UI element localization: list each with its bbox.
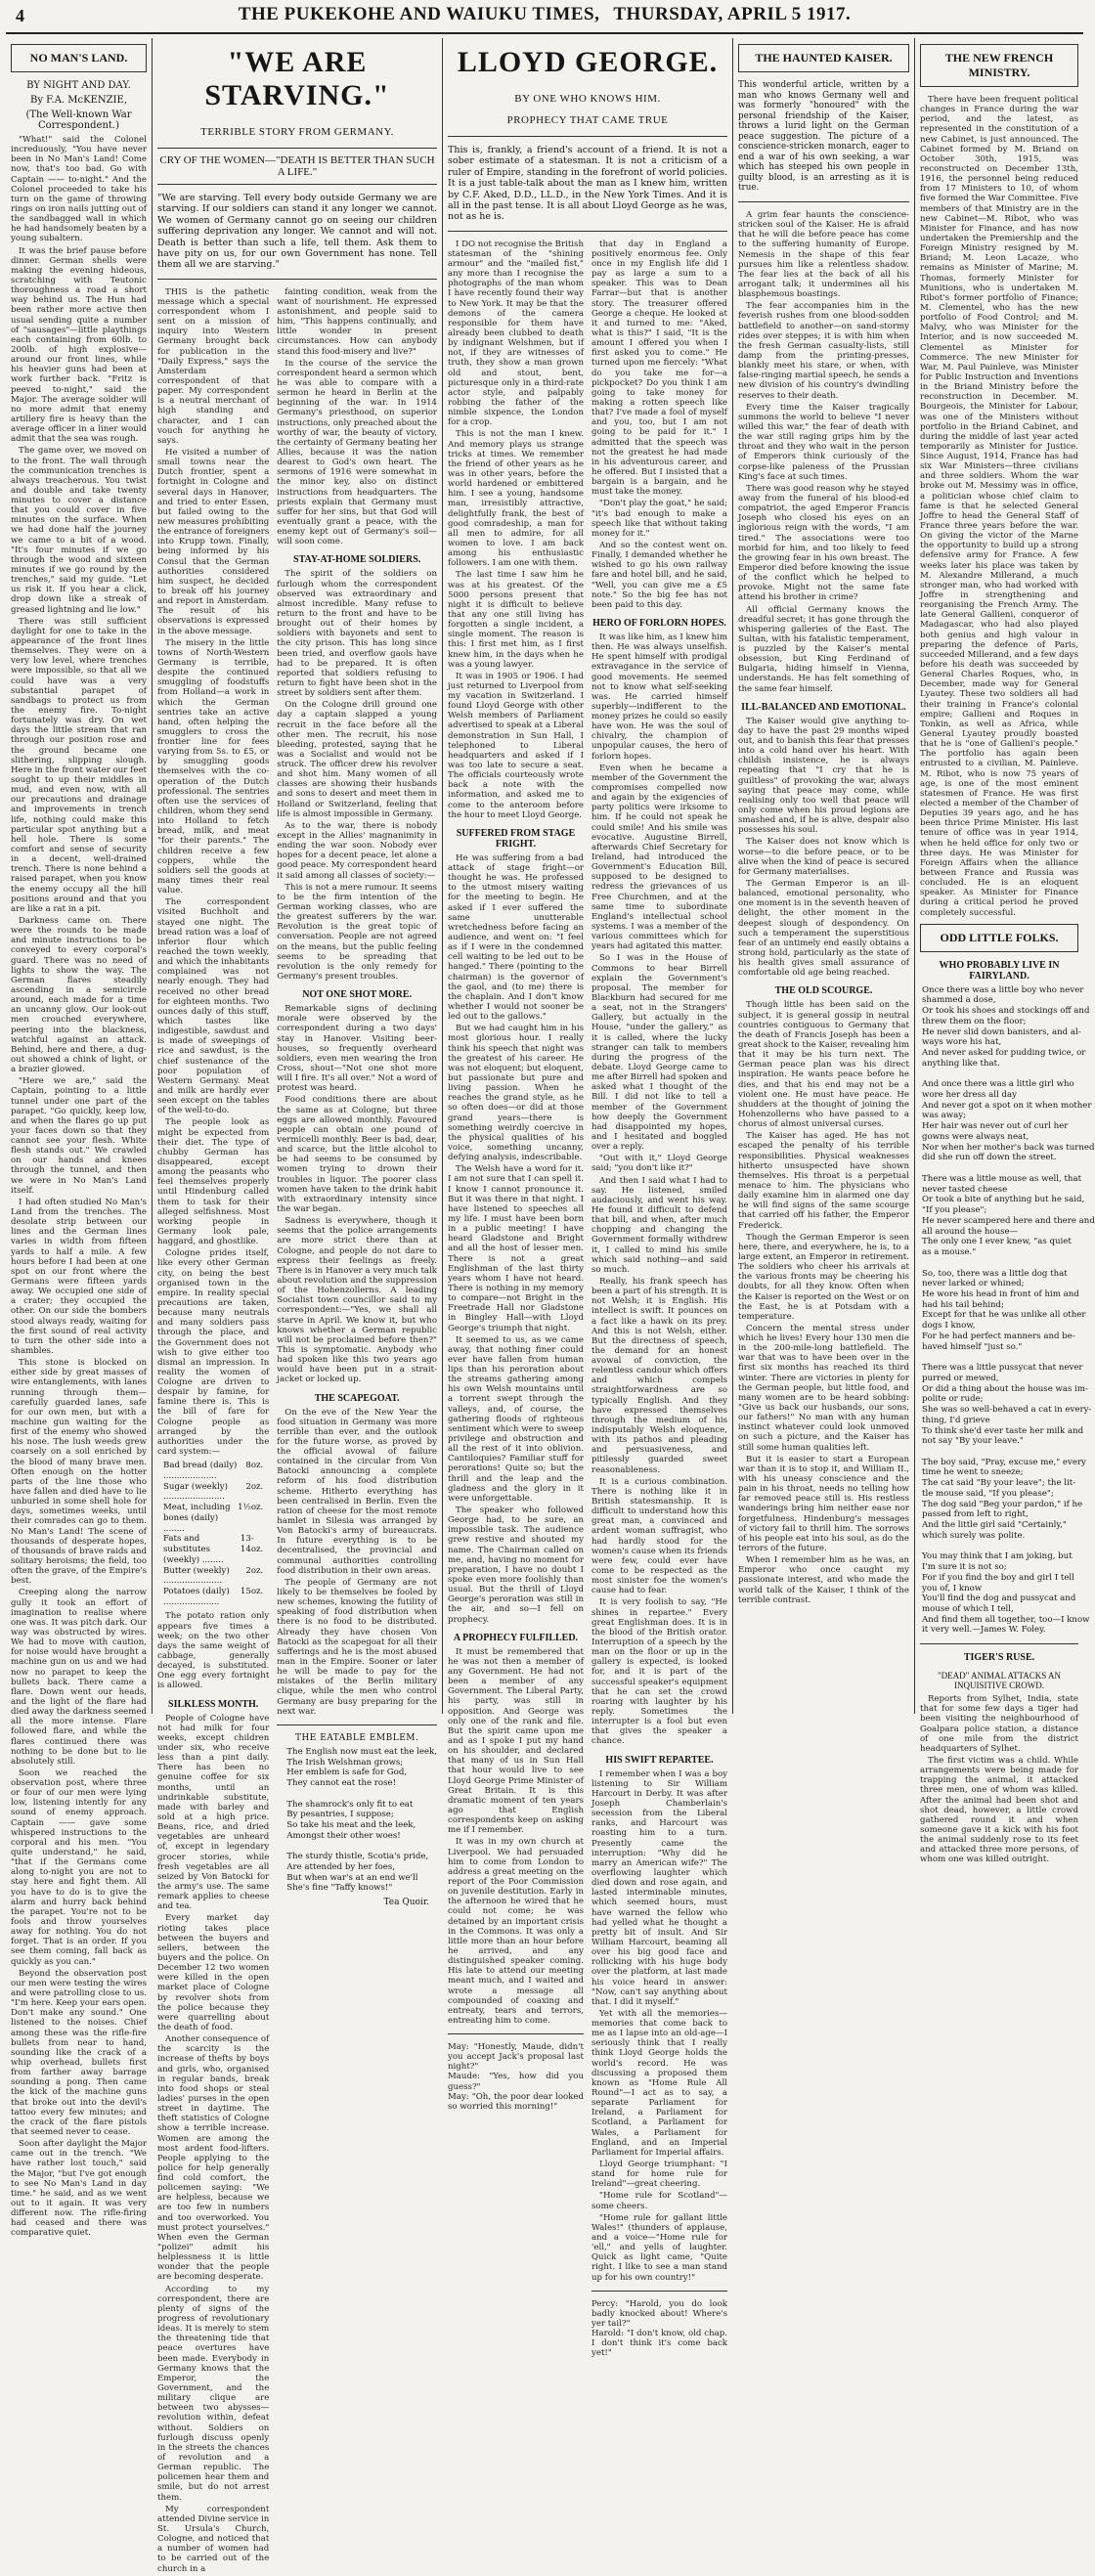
poem-line bbox=[286, 1841, 437, 1852]
paragraph: On the Cologne drill ground one day a captain slapped a young recruit in the face before all the other men. The recruit, his nose bleeding, protested, saying that he was a Socialist and would not be struck. The officer drew his revolver and shot him. Many women of all classes are showing their husbands and sons to desert and meet them in Holland or Switzerland, feeling that life is almost impossible in Germany. bbox=[277, 700, 437, 819]
paragraph: It was in my own church at Liverpool. We had persuaded him to come from London to address a great meeting on the report of the Poor Commission on juvenile destitution. Early in the afternoon he wired that he could not come; he was detained by an important crisis in the Commons. It was only a little more than an hour before he arrived, and any distinguished speaker coming. His late to attend our meeting meant much, and I waited and wrote a message all compounded of coaxing and entreaty, tears and terrors, entreating him to come. bbox=[448, 1837, 584, 2026]
poem-line: And never asked for pudding twice, or bbox=[922, 1048, 1086, 1059]
poem-line: To think she'd ever taste her milk and bbox=[922, 1425, 1084, 1436]
ration-row bbox=[163, 1461, 263, 1481]
joke-text: May: "Honestly, Maude, didn't you accept Jack's proposal last night?" Maude: "Yes, how did you guess?" May: "Oh, the poor dear looked so worried this morning!" bbox=[448, 2042, 584, 2112]
article-title: "WE ARE STARVING." bbox=[204, 46, 390, 111]
paragraph: The Kaiser has aged. He has not escaped the penalty of his terrible responsibilities. Physical weaknesses hitherto unsuspected have shown themselves. His throat is a perpetual menace to him. The physicians who daily examine him in alarmed one day he will find signs of the same scourge that carried off his father, the Emperor Frederick. bbox=[738, 1131, 909, 1231]
poem-line: Her emblem is safe for God, bbox=[286, 1768, 408, 1778]
paragraph: It must be remembered that he was not then a member of any Government. He had not been a member of any Government. The Liberal Party, his party, was still in opposition. And George was only one of the rank and file. But the spirit came upon me and as I spoke I put my hand on his shoulder, and declared that many of us in Sun Hall that hour would live to see Lloyd George Prime Minister of Great Britain. It is this dramatic moment of ten years ago that English correspondents keep on asking me if I remember. bbox=[448, 1646, 584, 1836]
poem-line bbox=[922, 1542, 1078, 1552]
article-body bbox=[448, 853, 584, 1625]
poem-line bbox=[922, 1163, 1078, 1174]
divider bbox=[738, 201, 909, 202]
ration-row bbox=[163, 1482, 263, 1503]
paragraph: Cologne prides itself, like every other German city, on being the best organised town in the empire. In reality special precautions are taken, because many neutrals and many soldiers pass through the place, and the Government does not wish to give either too dismal an impression. In reality the women of Cologne are driven to despair by famine, for famine there is. This is the bill of fare for Cologne people as arranged by the authorities under the card system:— bbox=[157, 1248, 270, 1458]
poem-line: I'm sure it is not so; bbox=[922, 1562, 1007, 1573]
paragraph: People of Cologne have not had milk for four weeks, except children under six, who receive less than a pint daily. There has been no genuine coffee for six months, until an undrinkable substitute, made with barley and sold at a high price. Beans, rice, and dried vegetables are unheard of, except in legendary grocer stories, while fresh vegetables are all seized by Von Batocki for the army's use. The same remark applies to cheese and tea. bbox=[157, 1713, 270, 1912]
poem-line bbox=[922, 1447, 1078, 1458]
section-heading: STAY-AT-HOME SOLDIERS. bbox=[293, 554, 421, 566]
ration-row bbox=[163, 1566, 263, 1587]
poem-line: anything like that. bbox=[922, 1058, 1000, 1069]
ration-item: Potatoes (daily) ..................... bbox=[163, 1587, 230, 1607]
paragraph: Sadness is everywhere, though it seems that the police arrangements are more strict there than at Cologne, and people do not dare to express their feelings as freely. There is in Hanover a very much talk about revolution and the suppression of the Hohenzollerns. A leading Socialist town councillor said to my correspondent:—"Yes, we shall all starve in April. We know it, but who knows whether a German republic will not be proclaimed before then?" This is symptomatic. Anybody who had spoken like this two years ago would have been put in a strait-jacket or locked up. bbox=[277, 1216, 437, 1385]
article-title: NO MAN'S LAND. bbox=[11, 44, 147, 72]
ration-quantity: 2oz. bbox=[245, 1481, 264, 1492]
poem-line: There was a little pussycat that never bbox=[922, 1363, 1083, 1374]
section-heading: SILKLESS MONTH. bbox=[168, 1698, 259, 1710]
ration-item: Sugar (weekly) ....................... bbox=[163, 1481, 228, 1503]
poem-line: ways wore his hat, bbox=[922, 1037, 1002, 1048]
joke-text: Percy: "Harold, you do look badly knocked about! Where's yer tail?" Harold: "I don't know, old chap. I don't think it's come back yet!" bbox=[591, 2298, 727, 2359]
poem-line: The Irish Welshman grows; bbox=[286, 1757, 404, 1768]
paragraph: It seemed to us, as we came away, that nothing finer could ever have fallen from human lips than his peroration about the streams gathering among his own Welsh mountains until a torrent swept through the valleys, and, of course, the gathering floods of righteous sentiment which were to sweep privilege and obstruction and all the rest of it into oblivion. Cantiloquies? Familiar stuff for perorations! Quite so; but the thrill and the leap and the gladness and the glory in it were unforgettable. bbox=[448, 1334, 584, 1504]
article-body bbox=[738, 1000, 909, 1604]
paragraph: "Out with it," Lloyd George said; "you don't like it?" bbox=[591, 1154, 727, 1174]
article-lead: This is, frankly, a friend's account of a friend. It is not a sober estimate of a statesman. It is not a criticism of a ruler of Empire, standing in the forefront of world policies. It is a just table-talk about the man as I knew him, written by C.F. Aked, D.D., LL.D., in the New York Times. And it is all in the past tense. It is all about Lloyd George as he was, not as he is. bbox=[448, 145, 727, 223]
article-lead: This wonderful article, written by a man who knows Germany well and was formerly "honoured" with the personal friendship of the Kaiser, throws a lurid light on the German peace suggestion. The picture of a conscience-stricken monarch, eager to end a war of his own seeking, a war which has steeped his own people in guilty blood, is an arresting as it is true. bbox=[738, 80, 909, 194]
poem-line: She's fine "Taffy knows!" bbox=[286, 1883, 393, 1894]
paragraph: As to the war, there is nobody except in the Allies' magnanimity in ending the war soon. Nobody ever hopes for a decent peace, let alone a good peace. My correspondent heard it said among all classes of society:— bbox=[277, 820, 437, 881]
poem-line: He never slid down banisters, and al- bbox=[922, 1026, 1081, 1037]
section-heading: HERO OF FORLORN HOPES. bbox=[592, 617, 726, 629]
masthead bbox=[6, 4, 1083, 34]
paragraph: The Kaiser does not know which is worse—to die before peace, or to be alive when the kind of peace is secured for Germany materialises. bbox=[738, 837, 909, 877]
section-subheading: "DEAD" ANIMAL ATTACKS AN INQUISITIVE CROWD. bbox=[937, 1671, 1062, 1691]
paragraph: The misery in the little towns of North-Western Germany is terrible, despite the continued smuggling of foodstuffs from Holland—a work in which the German sentries take an active hand, often helping the smugglers to cross the frontier line for fees varying from 5s. to £5, or by smuggling goods themselves with the co-operation of the Dutch professional. The sentries often use the services of children, whom they send into Holland to fetch bread, milk, and meat "for their parents." The children receive a few coppers, while the soldiers sell the goods at many times their real value. bbox=[157, 637, 270, 896]
divider bbox=[448, 231, 727, 232]
poem-line: The boy said, "Pray, excuse me," every bbox=[922, 1457, 1086, 1467]
article-subcolumn bbox=[277, 287, 437, 2576]
divider bbox=[448, 2033, 584, 2034]
paragraph: The fear accompanies him in the feverish rushes from one blood-sodden battlefield to another—on sand-stormy rides over steppes; it is with him when the fresh German casualty-lists, still damp from the printing-presses, blankly meet his stare, or when, with false-ringing martial speech, he sends a new division of his country's dwindling reserves to their death. bbox=[738, 301, 909, 401]
paragraph: There have been frequent political changes in France during the war period, and the latest, as represented in the constitution of a new Cabinet, is just announced. The Cabinet formed by M. Briand on October 30th, 1915, was reconstructed on December 13th, 1916, the personnel being reduced from 17 Ministers to 10, of whom five formed the War Committee. Five members of that Ministry are in the new Cabinet—M. Ribot, who was Minister for Finance, and has now undertaken the Premiership and the Foreign Ministry resigned by M. Briand; M. Leon Lacaze, who remains as Minister of Marine; M. Thomas, formerly Minister for Munitions, who is undertaken M. Ribot's former portfolio of Finance; M. Clementel, who has the new portfolio of Food Control; and M. Malvy, who was Minister for the Interior, and is now succeeded M. Clementel as Minister for Commerce. The new Minister for War, M. Paul Painleve, was Minister for Public Instruction and Inventions in the Briand Ministry before the reconstruction in December. M. Bourgeois, the Minister for Labour, was one of the Ministers without portfolio in the Briand Cabinet, and during the middle of last year acted temporarily as Minister for Justice. Since August, 1914, France has had six War Ministers—three civilians and three soldiers. Whom the war broke out M. Messimy was in office, a politician whose chief claim to fame is that he selected General Joffre to head the General Staff of France three years before the war. On giving the victor of the Marne the opportunity to build up a strong defensive army for France. A few weeks later his place was taken by M. Alexandre Millerand, a much stronger man, who had worked with Joffre in strengthening and reorganising the French Army. The late General Gallieni, conqueror of Madagascar, who had also played both genius and high valour in preparing the defence of Paris, succeeded Millerand, and a few days before his death was succeeded by General Charles Roques, who, in December, made way for General Lyautey. These two soldiers all had their training in France's colonial empire; Gallieni and Roques in Tonkin, as well as Africa, while General Lyautey proudly boasted that he is "one of Gallieni's people." The portfolio has again been entrusted to a civilian, M. Painleve. M. Ribot, who is now 75 years of age, is one of the most eminent statesmen of France. He was first elected a member of the Chamber of Deputies 39 years ago, and he has been thrice Prime Minister. His last tenure of office was in year 1914, when he held office for only two or three days. He was Minister for Foreign Affairs when the alliance between France and Russia was concluded. He is an eloquent speaker. As Minister for Finance during a critical period he proved completely successful. bbox=[920, 95, 1078, 918]
poem-line: polite or rude; bbox=[922, 1394, 984, 1405]
paragraph: The German Emperor is an ill-balanced, emotional personality, who one moment is in the seventh heaven of delight, the other moment in the deepest slough of despondency. On such a temperament the superstitious fear of an untimely end easily obtains a strong hold, particularly as the state of his health gives small assurance of comfortable old age being reached. bbox=[738, 879, 909, 979]
poem-line: There was a little mouse as well, that bbox=[922, 1173, 1082, 1184]
paragraph: All official Germany knows the dreadful secret; it has gone through the whispering galleries of the East. The Sultan, with his fatalistic temperament, is puzzled by the Kaiser's mental obsession, but King Ferdinand of Bulgaria, hiding himself in Vienna, understands. He has felt something of the same fear himself. bbox=[738, 604, 909, 694]
poem-signature: Tea Quoir. bbox=[383, 1898, 429, 1908]
paragraph: I remember when I was a boy listening to Sir William Harcourt in Derby. It was after Joseph Chamberlain's secession from the Liberal ranks, and Harcourt was roasting him to a turn. Presently came the interruption: "Why did he marry an American wife?" The overflowing laughter which died down and rose again, and lasted interminable minutes, which seemed hours, must have warned the fellow who had yelled what he thought a pretty bit of insult. And Sir William Harcourt, beaming all over his big good face and rollicking with his huge body over the platform, at last made his voice heard in answer: "Now, can't say anything about that. I did it myself." bbox=[591, 1768, 727, 2007]
paragraph: Really, his frank speech has been a part of his strength. It is not Welsh; it is English. His intellect is swift. It pounces on a fact like a hawk on its prey. And this is not Welsh, either. But the directness of speech, the demand for an honest avowal of conviction, the relentless candour which offers and which compels straightforwardness are so typically English. And they have expressed themselves through the medium of his indisputably Welsh eloquence, with its pathos and pleading and persuasiveness, and pitilessly guarded sweet reasonableness. bbox=[591, 1276, 727, 1475]
paragraph: He visited a number of small towns near the Dutch frontier, spent a fortnight in Cologne and several days in Hanover, and tried to enter Essen, but failed owing to the new measures prohibiting the entrance of foreigners into Krupp town. Finally, being informed by his Consul that the German authorities considered him suspect, he decided to break off his journey and report in Amsterdam. The result of his observations is expressed in the above message. bbox=[157, 447, 270, 636]
paragraph: This is not the man I knew. And memory plays us strange tricks at times. We remember the friend of other years as he was in other years, before the world hardened or embittered him. I see a young, handsome man, irresistibly attractive, delightfully frank, the best of good comradeship, a man for all men to admire, for all women to love. I am back among his enthusiastic followers. I am one with them. bbox=[448, 429, 584, 569]
ration-table bbox=[163, 1461, 263, 1607]
article-body bbox=[448, 240, 584, 820]
poem-line: passed from left to right, bbox=[922, 1509, 1029, 1520]
poem-line: The dog said "Beg your pardon," if he bbox=[922, 1499, 1083, 1509]
paragraph: He was suffering from a bad attack of stage fright—or thought he was. He professed to the utmost misery waiting for the meeting to begin. He asked if I ever suffered the same unutterable wretchedness before facing an audience, and went on: "I feel as if I were in the condemned cell waiting to be led out to be hanged." There (pointing to the chairman) is the governor of the gaol, and (to me) there is the chaplain. And I don't know whether I would not sooner be led out to the gallows." bbox=[448, 852, 584, 1023]
poem-line: it very well.—James W. Foley. bbox=[922, 1625, 1046, 1636]
paragraph: The spirit of the soldiers on furlough whom the correspondent observed was extraordinary and almost incredible. Many refuse to return to the front and have to be brought out of their homes by soldiers with bayonets and sent to the city prison. This has long since been tried, and overflow gaols have had to be prepared. It is often reported that soldiers refusing to return to fight have been shot in the street by soldiers sent after them. bbox=[277, 569, 437, 699]
paragraph: A grim fear haunts the conscience-stricken soul of the Kaiser. He is afraid that he will die before peace has come to the suffering humanity of Europe. Nemesis in the shape of this fear pursues him like a relentless shadow. The fear lies at the back of all his arrogant talk; it undermines all his blasphemous boastings. bbox=[738, 210, 909, 300]
article-body bbox=[157, 1611, 269, 1690]
column-french-ministry bbox=[915, 38, 1095, 1865]
article-byline: BY ONE WHO KNOWS HIM. bbox=[514, 93, 661, 105]
poem-line: as a mouse." bbox=[922, 1247, 977, 1258]
ration-item: Bad bread (daily) .................... bbox=[163, 1461, 238, 1481]
article-body bbox=[277, 1004, 437, 1384]
paragraph: Soon after daylight the Major came out in the trench. "We have rather lost touch," said the Major, "but I've got enough to see No Man's Land in day time." he said, and as we went out to it again. It was very different now. The rifle-firing had ceased and there was comparative quiet. bbox=[11, 2139, 147, 2239]
issue-date: THURSDAY, APRIL 5 1917. bbox=[613, 4, 852, 24]
poem-line: For he had perfect manners and be- bbox=[922, 1331, 1075, 1341]
paragraph: It was the brief pause before dinner. German shells were making the evening hideous, scratching with Teutonic thoroughness a road a short way behind us. The Hun had been rather more active then usual sending quite a number of "sausages"—little playthings each containing from 60lb. to 200lb. of high explosive—around our front lines, while his heavier guns had been at work further back. "Fritz is peeved to-night," said the Major. The average soldier will no more admit that enemy artillery fire is heavy than the average officer in a liner would admit that the sea was rough. bbox=[11, 245, 147, 445]
article-deck: CRY OF THE WOMEN—"DEATH IS BETTER THAN SUCH A LIFE." bbox=[157, 148, 437, 185]
paragraph: Reports from Sylhet, India, state that for some few days a tiger had been visiting the neighbourhood of Goalpara police station, a distance of one mile from the district headquarters of Sylhet. bbox=[920, 1694, 1078, 1754]
ration-quantity: 13-14oz. bbox=[240, 1534, 264, 1555]
paragraph: fainting condition, weak from the want of nourishment. He expressed astonishment, and people said to him, "This happens continually, and little wonder in present circumstances. How can anybody stand this food-misery and live?" bbox=[277, 286, 437, 357]
paragraph: And then I said what I had to say. He listened, smiled audaciously, and went his way. He found it difficult to defend that bill, and when, after much chopping and changing the Government formally withdrew it, I called to mind his smile which said nothing—and said so much. bbox=[591, 1175, 727, 1275]
section-heading: TIGER'S RUSE. bbox=[963, 1652, 1035, 1664]
section-heading: HIS SWIFT REPARTEE. bbox=[605, 1754, 714, 1766]
paragraph: "Home rule for gallant little Wales!" (thunders of applause, and a voice—"Home rule for 'ell," and yells of laughter. Quick as light came, "Quite right. I like to see a man stand up for his own country!" bbox=[591, 2212, 727, 2283]
poem-line: And find them all together, too—I know bbox=[922, 1614, 1090, 1625]
poem-line: all around the house— bbox=[922, 1226, 1019, 1237]
paragraph: Creeping along the narrow gully it took an effort of imagination to realise where one was. It was pitch dark. Our way was obstructed by wires. We had to move with caution, for noise would have brought a machine gun on us and we had now no parapet to keep the bullets back. There came a flare. Down went our heads, and the light of the flare had died away the darkness seemed all the more intense. Flare followed flare, and while the flares continued there was nothing to be done but to lie absolutely still. bbox=[11, 1588, 147, 1767]
paragraph: "Home rule for Scotland"—some cheers. bbox=[591, 2191, 727, 2211]
paragraph: It is a curious combination. There is nothing like it in British statesmanship. It is difficult to understand how this great man, a convinced and ardent woman suffragist, who had hardly stood for the women's cause when its friends were few, could ever have come to be respected as the most sinister foe the women's cause had to fear. bbox=[591, 1476, 727, 1596]
paragraph: The people of Germany are not likely to be themselves be fooled by new schemes, knowing the futility of speaking of food distribution when there is no food to be distributed. Already they have chosen Von Batocki as the scapegoat for all their sufferings and he is the most abused man in the Empire. Sooner or later he will be made to pay for the mistakes of the Berlin military clique, while the men who control Germany are busy preparing for the next war. bbox=[277, 1577, 437, 1717]
poem-line: haved himself "just so." bbox=[922, 1341, 1023, 1352]
poem-line: They cannot eat the rose! bbox=[286, 1778, 397, 1789]
paragraph: There was still sufficient daylight for one to take in the appearance of the front lines themselves. They were on a very low level, where trenches were impossible, so that all we could have was a very substantial parapet of sandbags to protect us from the enemy fire. To-night fortunately was dry. On wet days the little stream that ran through our position rose and the ground became one slithering, slipping slough. Here in the front water our feet sought to up their middles in mud, and even now, with all our precautions and drainage and improvements in trench life, nothing could make this particular spot anything but a hell hole. There is some comfort and sense of security in a decent, well-drained trench. There is none behind a raised parapet, when you know the enemy occupy all the hill positions around and that you are like a rat in a pit. bbox=[11, 616, 147, 914]
ration-item: Meat, including bones (daily) ........ bbox=[163, 1503, 231, 1534]
poem-line: The cat said "By your leave"; the lit- bbox=[922, 1478, 1076, 1489]
paragraph: Concern the mental stress under which he lives! Every hour 130 men die in the 200-mile-long battlefield. The war that was to have been over in the first six months has reached its third winter. There are victories in plenty for the German people, but little food, and many women are to be heard sobbing: "Give us back our husbands, our sons, our fathers!" No man with any human instinct whatever could look unmoved on such a picture, and the Kaiser has still some human qualities left. bbox=[738, 1323, 909, 1453]
poem-line: was away; bbox=[922, 1111, 966, 1121]
column-we-are-starving bbox=[153, 38, 443, 2574]
divider bbox=[920, 1643, 1078, 1644]
paragraph: I had often studied No Man's Land from the trenches. The desolate strip between our lines and the German lines varies in width from fifteen yards to half a mile. A few hours before I had been at one spot on our front where the Germans were fifteen yards away. We occupied one side of a crater; they occupied the other. On our side the bombers stood always ready, waiting for the first sound of real activity to turn the other side into a shambles. bbox=[11, 1197, 147, 1357]
poem-line bbox=[922, 1258, 1078, 1269]
ration-row bbox=[163, 1587, 263, 1607]
section-heading: THE OLD SCOURGE. bbox=[774, 985, 873, 997]
poem-line: The sturdy thistle, Scotia's pride, bbox=[286, 1852, 429, 1862]
ration-quantity: 1½oz. bbox=[238, 1503, 264, 1513]
poem-line: shammed a dose, bbox=[922, 995, 996, 1006]
poem-line bbox=[286, 1789, 437, 1800]
poem-line: The only one I ever knew, "as quiet bbox=[922, 1237, 1072, 1247]
poem-line: You'll find the dog and pussycat and bbox=[922, 1594, 1076, 1604]
poem-line: gowns were always neat, bbox=[922, 1131, 1029, 1142]
article-columns bbox=[157, 287, 437, 2576]
poem-line bbox=[922, 1070, 1078, 1080]
poem-line: Her hair was never out of curl her bbox=[922, 1121, 1069, 1132]
paragraph: The potato ration only appears five times a week; on the two other days the same weight of cabbage, generally decayed, is substituted. One egg every fortnight is allowed. bbox=[157, 1611, 270, 1691]
section-heading: WHO PROBABLY LIVE IN FAIRYLAND. bbox=[939, 959, 1060, 982]
byline: BY NIGHT AND DAY. bbox=[26, 80, 131, 91]
paragraph: But we had caught him in his most glorious hour. I really think his speech that night was the greatest of his career. He was not eloquent; but eloquent, but passionate but pure and living passion. When he reaches the grand style, as he so often does—or did at those grand years—there is something weirdly coercive in the physical qualities of his voice, something uncanny, defying analysis, indescribable. bbox=[448, 1024, 584, 1163]
paragraph: My correspondent attended Divine service in St. Ursula's Church, Cologne, and noticed that a number of women had to be carried out of the church in a bbox=[157, 2504, 270, 2574]
paragraph: I DO not recognise the British statesman of the "shining armour" and the "mailed fist," any more than I recognise the photographs of the man whom I have recently found their way to New York. It may be that the demons of the camera responsible for them have already been clubbed to death by indignant Welshmen, but if not, if they are witnesses of truth, they show a man grown old and stout, bent, picturesque only in a third-rate actor style, and palpably robbing the father of the nimble sixpence, the London for a crop. bbox=[448, 239, 585, 428]
divider bbox=[591, 2291, 727, 2292]
poem-line: And the little girl said "Certainly," bbox=[922, 1520, 1067, 1531]
paragraph: On the eve of the New Year the food situation in Germany was more terrible than ever, and the outlook for the future worse, as proved by the official avowal of failure contained in the circular from Von Batocki announcing a complete reform of his food distribution scheme. Hitherto everything has been centralised in Berlin. Even the ration of cheese for the most remote hamlet in Silesia was arranged by Von Batocki's army of bureaucrats. In future everything is to be decentralised, the provincial and communal authorities controlling food distribution in their own areas. bbox=[277, 1407, 437, 1576]
paragraph: Soon we reached the observation post, where three or four of our men were lying low, listening intently for any sound of enemy approach. Captain —— gave some whispered instructions to the corporal and his men. "You quite understand," he said, "that if the Germans come along to-night you are not to stay here and fight them. All you have to do is to give the alarm and hurry back behind the parapet. You're not to be fools and throw yourselves away for nothing. You do not forget. That is an order. If you see them coming, fall back as quickly as you can." bbox=[11, 1768, 147, 1967]
poem-line: She was so well-behaved a cat in every- bbox=[922, 1405, 1092, 1416]
poem-line: not say "By your leave." bbox=[922, 1436, 1024, 1447]
section-heading: ILL-BALANCED AND EMOTIONAL. bbox=[741, 701, 906, 713]
article-body bbox=[277, 287, 437, 547]
ration-quantity: 8oz. bbox=[245, 1461, 264, 1471]
ration-row bbox=[163, 1503, 263, 1534]
section-box-heading: ODD LITTLE FOLKS. bbox=[920, 924, 1078, 952]
poem-line: By pesantries, I suppose; bbox=[286, 1810, 394, 1820]
paper-name: THE PUKEKOHE AND WAIUKU TIMES, bbox=[238, 4, 600, 24]
section-heading: THE SCAPEGOAT. bbox=[314, 1392, 400, 1404]
poem-line: threw them on the floor; bbox=[922, 1016, 1027, 1026]
paragraph: Darkness came on. There were the rounds to be made and minute instructions to be conveyed to every corporal's guard. There was no need of lights to show the way. The German flares steadily ascending in a semicircle around, each made for a time an uncanny glow. Our look-out men crouched everywhere, peering into the blackness, watchful against an attack. Behind, here and there, a dug-out showed a chink of light, or a brazier glowed. bbox=[11, 915, 147, 1075]
byline: By F.A. McKENZIE, bbox=[29, 95, 128, 106]
paragraph: Every time the Kaiser tragically summons the world to believe "I never willed this war," the fear of death with the war still raging grips him by the throat and they who wait in the person of Emperors think curiously of the corpse-like paleness of the Prussian King's face at such times. bbox=[738, 402, 909, 482]
section-heading: NOT ONE SHOT MORE. bbox=[302, 989, 413, 1001]
article-body bbox=[157, 287, 269, 1457]
paragraph: The correspondent visited Buchholt and stayed one night. The bread ration was a loaf of inferior flour which reached the town weekly, and which the inhabitants complained was not nearly enough. They had received no other bread for eighteen months. Two ounces daily of this stuff, which tastes like indigestible, sawdust and is made of sweepings of rice and sawdust, is the chief sustenance of the poor population of Western Germany. Meat and milk are hardly ever seen except on the tables of the well-to-do. bbox=[157, 897, 270, 1116]
poem-line: Or did a thing about the house was im- bbox=[922, 1383, 1088, 1394]
paragraph: This stone is blocked on either side by great masses of wire entanglements, with lanes running through them—carefully guarded lanes, safe for our own men, but with a machine gun waiting for the first of the enemy who showed his nose. The lush weeds grew coarsely on a soil enriched by the blood of many brave men. Often enough on the hotter parts of the line those who have fallen and died have to lie unburied in some shell hole for days, sometimes weeks, until their comrades can go to them. No Man's Land! The scene of thousands of desperate hopes, of thousands of brave raids and solitary heroisms; the field, too often the grave, of the Empire's best. bbox=[11, 1358, 147, 1587]
article-body bbox=[920, 95, 1078, 918]
poem-line: The shamrock's only fit to eat bbox=[286, 1799, 414, 1810]
poem-line: Once there was a little boy who never bbox=[922, 984, 1084, 995]
article-body bbox=[591, 1769, 727, 2283]
article-subtitle: TERRIBLE STORY FROM GERMANY. bbox=[200, 126, 394, 138]
poem-line: dogs I know, bbox=[922, 1321, 976, 1332]
ration-quantity: 15oz. bbox=[240, 1587, 264, 1596]
article-body bbox=[920, 1694, 1078, 1864]
paragraph: The Welsh have a word for it. I am not sure that I can spell it. I know I cannot pronounce it. But it was there in that night. I have listened to speeches all my life. I must have been born in a public meeting! I have heard Gladstone and Bright and all the host of lesser men. There is not a great Englishman of the last thirty years whom I have not heard. There is nothing in my memory to compare—not Bright in the Freetrade Hall nor Gladstone in Bingley Hall—with Lloyd George's triumph that night. bbox=[448, 1164, 584, 1333]
poem-line: Or took his shoes and stockings off and bbox=[922, 1006, 1090, 1017]
paragraph: According to my correspondent, there are plenty of signs of the progress of revolutionary ideas. It is merely to stem the threatening tide that peace overtures have been made. Everybody in Germany knows that the Emperor, the Government, and the military clique are between two abysses—revolution within, defeat without. Soldiers on furlough discuss openly in the streets the chances of revolution and a German republic. The policemen hear them and smile, but do not arrest them. bbox=[157, 2284, 270, 2503]
poem-line: tle mouse said, "If you please"; bbox=[922, 1488, 1054, 1499]
poem-line: And once there was a little girl who bbox=[922, 1079, 1074, 1090]
poem bbox=[922, 984, 1095, 1637]
paragraph: In the course of the service the correspondent heard a sermon which he was able to compare with a sermon he heard in Berlin at the beginning of the war. In 1914 Germany's priesthood, on superior instructions, only preached about the worthy of war, the beauty of victory, the certainty of Germany beating her Allies, because it was the nation dearest to God's own heart. The sermons of 1916 were somewhat in the minor key, also on distinct instructions from headquarters. The priests explain that Germany must suffer for her sins, but that God will eventually grant a peace, with the enemy kept out of Germany's soil—will soon come. bbox=[277, 358, 437, 547]
poem-line bbox=[922, 1352, 1078, 1363]
article-title: THE HAUNTED KAISER. bbox=[738, 44, 909, 72]
paragraph: So I was in the House of Commons to hear Birrell explain the Government's proposal. The member for Blackburn had secured for me a seat, not in the Strangers' Gallery, but actually in the House, "under the gallery," as it is called, where the lucky stranger can talk to members during the progress of the debate. Lloyd George came to me after Birrell had spoken and asked what I thought of the Bill. I did not like to tell a member of the Government how deeply the Government had disappointed my hopes, and I hesitated and boggled over a reply. bbox=[591, 953, 727, 1153]
column-haunted-kaiser bbox=[733, 38, 915, 1714]
ration-quantity: 2oz. bbox=[245, 1565, 264, 1576]
poem-line: Are attended by her foes, bbox=[286, 1861, 396, 1872]
paragraph: that day in England a positively enormous fee. Only once in my English life did I pay as large a sum to a speaker. This was to Dean Farrar—but that is another story. The treasurer offered George a cheque. He looked at it and turned to me: "Aked, what is this?" I said, "It is the amount I offered you when I first asked you to come." He turned upon me fiercely: "What do you take me for—a pickpocket? Do you think I am going to take money for making a rotten speech like that? I've made a fool of myself and you, too, but I am not going to be paid for it." I admitted that the speech was not the greatest he had made in his adventurous career, and he offered. But I insisted that a bargain is a bargain, and he must take the money. bbox=[591, 239, 727, 498]
paragraph: The last time I saw him he was at his greatest. Of the 5000 persons present that night it is difficult to believe that any one still living has forgotten a single incident, a single moment. The reason is this: I first met him, as I first knew him, in the days when he was a young lawyer. bbox=[448, 570, 584, 670]
poem-line: did she run off down the street. bbox=[922, 1153, 1057, 1163]
article-subcolumn bbox=[157, 287, 269, 2576]
paragraph: Food conditions there are about the same as at Cologne, but three eggs are allowed monthly. Favoured people can obtain one pound of vermicelli monthly. Beer is bad, dear, and scarce, but the little alcohol to be had seems to be consumed by women trying to drown their troubles in liquor. The poorer class women have taken to the drink habit with extraordinary intensity since the war began. bbox=[277, 1095, 437, 1214]
paragraph: And so the contest went on. Finally, I demanded whether he wished to go his own railway fare and hotel bill, and he said, "Well, you can give me a £5 note." So the big fee has not been paid to this day. bbox=[591, 540, 727, 610]
ration-row bbox=[163, 1534, 263, 1565]
poem-line: So, too, there was a little dog that bbox=[922, 1268, 1068, 1279]
poem-line: wore her dress all day bbox=[922, 1090, 1017, 1101]
article-subcolumn bbox=[591, 240, 727, 2361]
poem-line: He never scampered here and there and bbox=[922, 1215, 1095, 1226]
article-subtitle: PROPHECY THAT CAME TRUE bbox=[506, 114, 669, 126]
column-no-mans-land bbox=[6, 38, 153, 2239]
paragraph: The first victim was a child. While arrangements were being made for trapping the animal, it attacked three men, one of whom was killed. After the animal had been shot and shot dead, however, a little crowd gathered round it and when someone gave it a kick with his foot the animal suddenly rose to its feet and attacked three more persons, of whom one was killed outright. bbox=[920, 1756, 1078, 1865]
paragraph: "Here we are," said the Captain, pointing to a little tunnel under one part of the parapet. "Go quickly, keep low, and when the flares go up put your faces down so that they cannot see your flesh. White flesh stands out." We crawled on our hands and knees through the tunnel, and then we were in No Man's Land itself. bbox=[11, 1076, 147, 1196]
divider bbox=[448, 136, 727, 137]
paragraph: Though the German Emperor is seen here, there, and everywhere, he is, to a large extent, an Emperor in retirement. The soldiers who cheer his arrivals at the various fronts may be cheering his doubts, for all they know. Often when the Kaiser is reported on the West or on the East, he is at Potsdam with a temperature. bbox=[738, 1232, 909, 1322]
article-title: THE NEW FRENCH MINISTRY. bbox=[920, 44, 1078, 87]
ration-item: Butter (weekly) ...................... bbox=[163, 1565, 230, 1587]
paragraph: It was like him, as I knew him then. He was always unselfish. He spent himself with prodigal extravagance in the service of good movements. He seemed not to know what self-seeking was. He carried himself superbly—indifferent to the money prizes he could so easily have won. He was the soul of chivalry, the champion of unpopular causes, the hero of forlorn hopes. bbox=[591, 632, 727, 762]
column-lloyd-george bbox=[443, 38, 733, 2359]
section-heading: SUFFERED FROM STAGE FRIGHT. bbox=[456, 827, 576, 850]
paragraph: When I remember him as he was, an Emperor who once caught my passionate interest, and who made the world talk of the Kaiser, I think of the terrible contrast. bbox=[738, 1555, 909, 1605]
article-subcolumn bbox=[448, 240, 584, 2361]
article-body bbox=[591, 633, 727, 1747]
paragraph: The Kaiser would give anything to-day to have the past 29 months wiped out, and to banish this fear that presses into a cold hand over his heart. With childish insistence, he is always repeating that "I cry that he is guiltless" of provoking the war, always saying that peace may come, while realising only too well that peace will only come when his proud legions are smashed and, if he is alive, despair also possesses his soul. bbox=[738, 716, 909, 836]
paragraph: "What!" said the Colonel increduously, "You have never been in No Man's Land! Come now, that's too bad. Go with Captain —— to-night." And the Colonel proceeded to take his turn on the game of throwing rings on iron nails jutting out of the sandbagged wall in which he had handsomely beaten by a young subaltern. bbox=[11, 135, 147, 244]
paragraph: Another consequence of the scarcity is the increase of thefts by boys and girls, who, organised in regular bands, break into food shops or steal ladies' purses in the open street in daytime. The theft statistics of Cologne show a terrible increase. Women are among the most ardent food-lifters. People applying to the police for help generally find cold comfort, the policemen saying: "We are helpless, because we are too few in numbers and too overworked. You must protect yourselves." When even the German "polizei" admit his helplessness it is little wonder that the people are becoming desperate. bbox=[157, 2034, 270, 2283]
article-body bbox=[277, 1408, 437, 1717]
paragraph: Remarkable signs of declining morale were observed by the correspondent during a two days' stay in Hanover. Visiting beer-houses, so frequently overheard soldiers, even men wearing the Iron Cross, shout—"Not one shot more will I fire. It's all over." Not a word of protest was heard. bbox=[277, 1004, 437, 1094]
article-body bbox=[277, 883, 437, 982]
poem-line: Except for that he was unlike all other bbox=[922, 1310, 1086, 1321]
paragraph: Lloyd George triumphant: "I stand for home rule for Ireland"—great cheering. bbox=[591, 2160, 727, 2190]
poem-line: Or took a bite of anything but he said, bbox=[922, 1195, 1085, 1205]
paragraph: This is not a mere rumour. It seems to be the firm intention of the German working classes, who are the greatest sufferers by the war. Revolution is the great topic of conversation. People are not agreed on the means, but the public feeling seems to be spreading that revolution is the only remedy for Germany's present troubles. bbox=[277, 882, 437, 982]
paragraph: It is very foolish to say, "He shines in repartee." Every great Englishman does. It is in the blood of the British orator. Interruption of a speech by the man on the floor or up in the gallery is expected, is looked for, and it is part of the successful speaker's equipment that he can set the crowd roaring with laughter by his reply. Sometimes the interrupter is a fool but even that gives the speaker a chance. bbox=[591, 1597, 727, 1747]
poem-line: So take his meat and the leek, bbox=[286, 1820, 416, 1830]
poem-line: never tasted cheese bbox=[922, 1184, 1008, 1195]
paragraph: THIS is the pathetic message which a special correspondent whom I sent on a mission of inquiry into Western Germany brought back for publication in the "Daily Express," says the Amsterdam correspondent of that paper. My correspondent is a neutral merchant of high standing and character, and I can vouch for anything he says. bbox=[157, 286, 270, 446]
paragraph: There was good reason why he stayed away from the funeral of his blood-ed compatriot, the aged Emperor Francis Joseph who closed his eyes on an inglorious reign with the words, "I am tired." The associations were too morbid for him, and too likely to feed the growing fear in his own breast. The Emperor died before knowing the issue of the conflict which he helped to provoke. Might not the same fate attend his brother in crime? bbox=[738, 483, 909, 603]
poem-line: mouse of which I tell, bbox=[922, 1604, 1014, 1614]
poem-line: But when war's at an end we'll bbox=[286, 1872, 418, 1883]
poem-line: you of, I know bbox=[922, 1583, 983, 1594]
section-heading: A PROPHECY FULFILLED. bbox=[453, 1632, 579, 1643]
poem-line: And never got a spot on it when mother bbox=[922, 1100, 1092, 1111]
article-body bbox=[591, 240, 727, 610]
poem-line: never larked or whined; bbox=[922, 1279, 1025, 1289]
article-body bbox=[448, 1647, 584, 2026]
article-columns bbox=[448, 240, 727, 2361]
poem-line: which surely was polite. bbox=[922, 1530, 1026, 1541]
poem-line: time he went to sneeze; bbox=[922, 1467, 1024, 1478]
paragraph: But it is easier to start a European war than it is to stop it, and William II., with his uneasy conscience and the pain in his throat, needs no telling how far removed peace still is. His restless wanderings bring him neither ease nor forgetfulness. Hindenburg's messages of victory fail to thrill him. The sorrows of his people eat into his soul, as do the terrors of the future. bbox=[738, 1454, 909, 1554]
paragraph: The people look as might be expected from their diet. The type of chubby German has disappeared, except among the peasants who feel themselves properly until Hindenburg called them to task for their alleged selfishness. Most working people in Germany look pale, haggard, and ghostlike. bbox=[157, 1117, 270, 1247]
divider bbox=[157, 279, 437, 280]
poem bbox=[286, 1747, 437, 1894]
paragraph: It was in 1905 or 1906. I had just returned to Liverpool from my vacation in Switzerland. I found Lloyd George with other Welsh members of Parliament advertised to speak at a Liberal demonstration in Sun Hall, I telephoned to Liberal headquarters and asked if I was too late to secure a seat. The officials courteously wrote back a note with the information, and asked me to come to the anteroom before the hour to meet Lloyd George. bbox=[448, 671, 584, 820]
poem-line: had his tail behind; bbox=[922, 1299, 1004, 1310]
poem-line: thing, I'd grieve bbox=[922, 1415, 990, 1425]
poem-line: You may think that I am joking, but bbox=[922, 1551, 1073, 1562]
paragraph: "Don't play the goat," he said; "it's bad enough to make a speech like that without taking money for it." bbox=[591, 499, 727, 539]
byline: (The Well-known War Correspondent.) bbox=[25, 109, 132, 131]
paragraph: The speaker who followed George had, to be sure, an impossible task. The audience grew restive and shouted my name. The Chairman called on me, and, having no moment for preparation, I have no doubt I spoke even more foolishly than usual. But the thrill of Lloyd George's peroration was still in the air, and so—I fell on prophecy. bbox=[448, 1506, 584, 1625]
poem-line: Nor when her mother's back was turned bbox=[922, 1142, 1095, 1153]
poem-line: For if you find the boy and girl I tell bbox=[922, 1572, 1074, 1583]
paragraph: Though little has been said on the subject, it is general gossip in neutral countries contiguous to Germany that the death of Francis Joseph has been a great shock to the Kaiser, revealing him that it may be his turn next. The German peace plan was his direct inspiration. He wants peace before he dies, and that his end may not be a violent one. He must have peace. He shudders at the thought of joining the Hohenzollerns who have passed to a chorus of almost universal curses. bbox=[738, 1000, 909, 1130]
article-body bbox=[738, 210, 909, 694]
paragraph: Every market day rioting takes place between the buyers and sellers, between the buyers and the police. On December 12 two women were killed in the open market place of Cologne by revolver shots from the police because they were quarrelling about the death of food. bbox=[157, 1913, 270, 2032]
columns bbox=[6, 38, 1095, 2574]
poem-line: purred or mewed, bbox=[922, 1373, 999, 1383]
article-title: LLOYD GEORGE. bbox=[457, 46, 719, 78]
paragraph: The game over, we moved on to the front. The wall through the communication trenches is always treacherous. You twist and double and take twenty minutes to cover a distance that you could cover in five minutes on the surface. When we had done half the journey we came to a bit of a wood. "It's four minutes if we go through the wood and sixteen minutes if we go round by the trenches," said my guide. "Let us risk it. If you hear a click, drop down like a streak of greased lightning and lie low." bbox=[11, 446, 147, 615]
paragraph: Even when he became a member of the Government the compromises compelled now and again by the exigencies of party politics were irksome to him. If he could not speak he could smile! And his smile was evocative. Augustine Birrell, afterwards Chief Secretary for Ireland, had introduced the Government's Education Bill, supposed to be designed to redress the grievances of us Free Churchmen, and at the same time to subordinate England's intellectual school systems. I was a member of the various committees which for years had agitated this matter. bbox=[591, 763, 727, 952]
poem-line: He wore his head in front of him and bbox=[922, 1288, 1079, 1299]
poem-line: "If you please"; bbox=[922, 1205, 987, 1216]
article-body bbox=[277, 569, 437, 880]
poem-line: Amongst their other woes! bbox=[286, 1830, 401, 1841]
page-number: 4 bbox=[16, 6, 25, 25]
poem-title: THE EATABLE EMBLEM. bbox=[294, 1732, 419, 1743]
poem-line: The English now must eat the leek, bbox=[286, 1746, 437, 1757]
ration-item: Fats and substitutes (weekly) ........ bbox=[163, 1534, 224, 1565]
paragraph: Beyond the observation post our men were testing the wires and were patrolling close to us. "I'm here. Keep your ears open. Don't make any sound." One listened to the noises. Chief among these was the rifle-fire bullets from near to hand, sounding like the crack of a whip overhead, bullets first from farther away barrage sounding a pong. Then came the kick of the machine guns that broke out into the devil's tattoo every few minutes; and the crack of the flare pistols that seemed never to cease. bbox=[11, 1968, 147, 2137]
article-body bbox=[157, 1714, 269, 2574]
article-lead: "We are starving. Tell every body outside Germany we are starving. If our soldiers can stand it any longer we cannot. We women of Germany cannot go on seeing our children suffering deprivation any longer. We cannot and will not. Death is better than such a life, tell them. Ask them to have pity on us, for our own Government has none. Tell them all we are starving." bbox=[157, 193, 437, 271]
paragraph: Yet with all the memories—memories that come back to me as I lapse into an old-age—I seriously think that I really think Lloyd George holds the world's record. He was discussing a proposed them known as "Home Rule All Round"—I act as to say, a separate Parliament for Ireland, a Parliament for Scotland, a Parliament for Wales, a Parliament for England, and an Imperial Parliament for Imperial affairs. bbox=[591, 2008, 727, 2158]
article-body bbox=[11, 135, 147, 2239]
article-body bbox=[738, 717, 909, 979]
